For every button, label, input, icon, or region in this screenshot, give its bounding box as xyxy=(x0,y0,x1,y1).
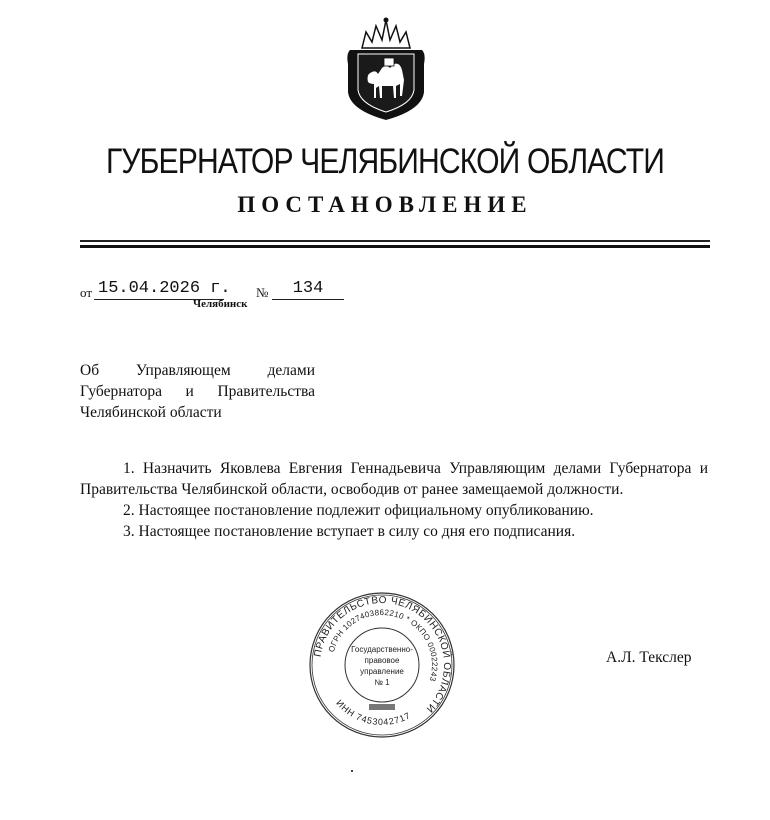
stamp-middle-text: ОГРН 1027403862210 * ОКПО 00022243 xyxy=(326,607,440,683)
subject-line: Челябинской области xyxy=(80,404,222,421)
number-value: 134 xyxy=(272,279,344,300)
date-prefix: от xyxy=(80,285,93,300)
header-rule-thick xyxy=(80,245,710,248)
subject-block xyxy=(80,360,315,423)
document-body xyxy=(80,458,708,542)
stamp-outer-text: ПРАВИТЕЛЬСТВО ЧЕЛЯБИНСКОЙ ОБЛАСТИ xyxy=(312,594,453,715)
number-prefix: № xyxy=(256,285,269,300)
stamp-mark xyxy=(369,704,395,710)
stamp-center-line: правовое xyxy=(364,656,400,665)
date-value: 15.04.2026 г. xyxy=(94,279,224,300)
document-type: ПОСТАНОВЛЕНИЕ xyxy=(237,192,533,217)
scan-speck xyxy=(351,770,353,772)
coat-of-arms-icon xyxy=(342,14,430,124)
issuer-title: ГУБЕРНАТОР ЧЕЛЯБИНСКОЙ ОБЛАСТИ xyxy=(105,142,665,181)
stamp-center-line: Государственно- xyxy=(351,645,413,654)
stamp-center-line: № 1 xyxy=(374,678,390,687)
paragraph-1: 1. Назначить Яковлева Евгения Геннадьевича Управляющим делами Губернатора и Правительства Челябинской области, освободив от ранее замещаемой должности. xyxy=(80,460,708,498)
subject-line: Губернатора и Правительства xyxy=(80,383,315,400)
subject-line: Об Управляющем делами xyxy=(80,362,315,379)
signer-name: А.Л. Текслер xyxy=(606,649,692,666)
official-stamp xyxy=(307,590,457,740)
paragraph-2: 2. Настоящее постановление подлежит официальному опубликованию. xyxy=(123,502,594,519)
svg-text:ИНН 7453042717 xyxy=(334,698,412,727)
stamp-center-line: управление xyxy=(360,667,404,676)
paragraph-3: 3. Настоящее постановление вступает в силу со дня его подписания. xyxy=(123,523,576,540)
city: Челябинск xyxy=(193,298,248,310)
stamp-bottom-text: ИНН 7453042717 xyxy=(334,697,413,728)
header-rule-thin xyxy=(80,240,710,242)
